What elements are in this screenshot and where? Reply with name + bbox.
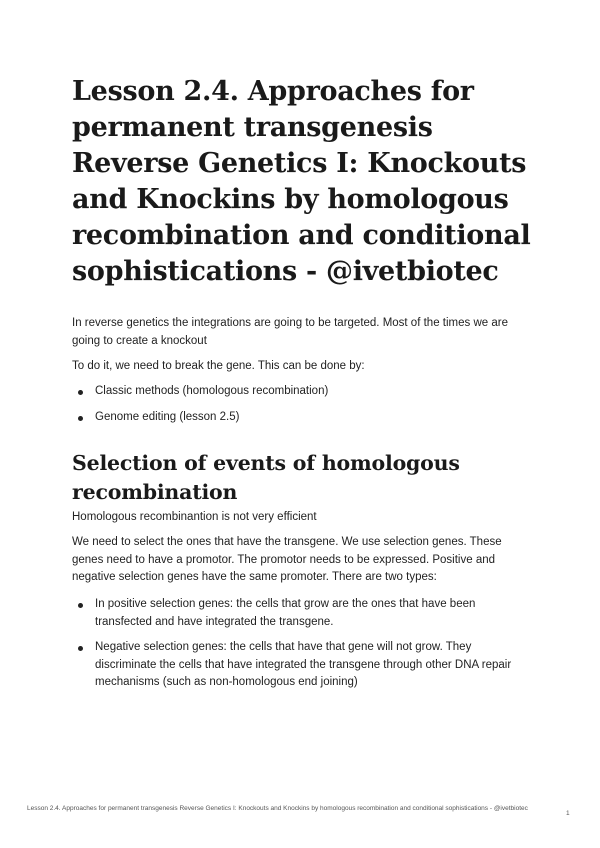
bullet-icon: [78, 603, 83, 608]
section-bullet-list: [72, 596, 532, 700]
list-item-text: In positive selection genes: the cells that grow are the ones that have been transfected and have integrated the transgene.: [95, 598, 476, 628]
list-item-text: Genome editing (lesson 2.5): [95, 410, 240, 423]
intro-paragraph-1: In reverse genetics the integrations are going to be targeted. Most of the times we are going to create a knockout: [72, 317, 508, 347]
page-footer: Lesson 2.4. Approaches for permanent transgenesis Reverse Genetics I: Knockouts and Knockins by homologous recombination and conditional sophistications - @ivetbiotec: [27, 805, 528, 812]
section-paragraph-1: Homologous recombinantion is not very efficient: [72, 511, 317, 523]
intro-paragraph-2: To do it, we need to break the gene. This can be done by:: [72, 360, 365, 372]
bullet-icon: [78, 390, 83, 395]
bullet-icon: [78, 646, 83, 651]
bullet-icon: [78, 416, 83, 421]
page-title: Lesson 2.4. Approaches for permanent transgenesis Reverse Genetics I: Knockouts and Knockins by homologous recombination and conditional sophistications - @ivetbiotec: [72, 76, 531, 287]
intro-bullet-list: [72, 383, 532, 434]
section-heading: Selection of events of homologous recombination: [72, 451, 460, 504]
list-item-text: Negative selection genes: the cells that have that gene will not grow. They discriminate the cells that have integrated the transgene through other DNA repair mechanisms (such as non-homologous end joining): [95, 641, 512, 688]
list-item: [72, 409, 532, 427]
list-item: [72, 596, 532, 631]
list-item: [72, 639, 532, 692]
list-item: [72, 383, 532, 401]
section-paragraph-2: We need to select the ones that have the transgene. We use selection genes. These genes need to have a promotor. The promotor needs to be expressed. Positive and negative selection genes have the same promoter. There are two types:: [72, 536, 502, 583]
page-number: 1: [566, 810, 570, 817]
list-item-text: Classic methods (homologous recombination): [95, 385, 329, 397]
